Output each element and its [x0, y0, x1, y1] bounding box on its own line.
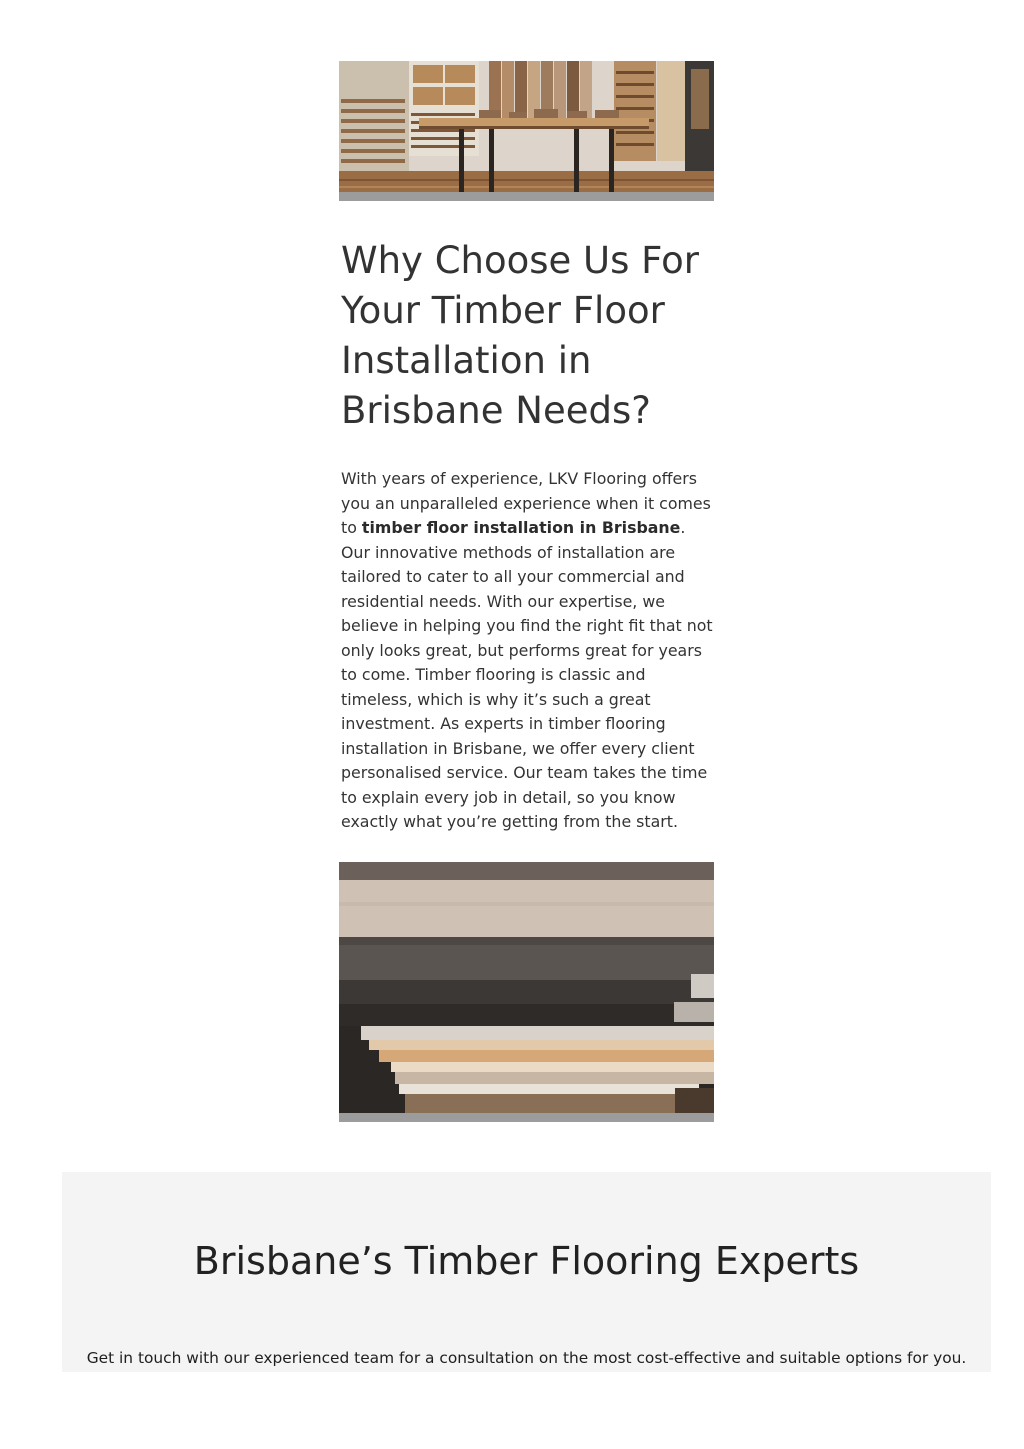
body-text-start: With years of experience, LKV Flooring offers you an unparalleled experience when it comes to — [341, 469, 711, 537]
timber-boards-image-shadow — [339, 1113, 714, 1122]
showroom-image — [339, 61, 714, 192]
keyword-timber-floor-installation: timber floor installation in Brisbane — [361, 518, 681, 537]
cta-title: Brisbane’s Timber Flooring Experts — [193, 1239, 860, 1283]
body-text-end: . Our innovative methods of installation are tailored to cater to all your commercial and residential needs. With our expertise, we believe in helping you find the right fit that not only looks great, but performs great for years to come. Timber flooring is classic and timeless, which is why it’s such a great investment. As experts in timber flooring installation in Brisbane, we offer every client personalised service. Our team takes the time to explain every job in detail, so you know exactly what you’re getting from the start. — [341, 518, 713, 831]
section-body — [341, 467, 717, 835]
cta-band — [62, 1172, 991, 1372]
showroom-image-shadow — [339, 192, 714, 201]
cta-text: Get in touch with our experienced team for a consultation on the most cost-effective and suitable options for you. — [86, 1349, 967, 1367]
timber-boards-image — [339, 862, 714, 1113]
section-title: Why Choose Us For Your Timber Floor Installation in Brisbane Needs? — [341, 239, 699, 432]
